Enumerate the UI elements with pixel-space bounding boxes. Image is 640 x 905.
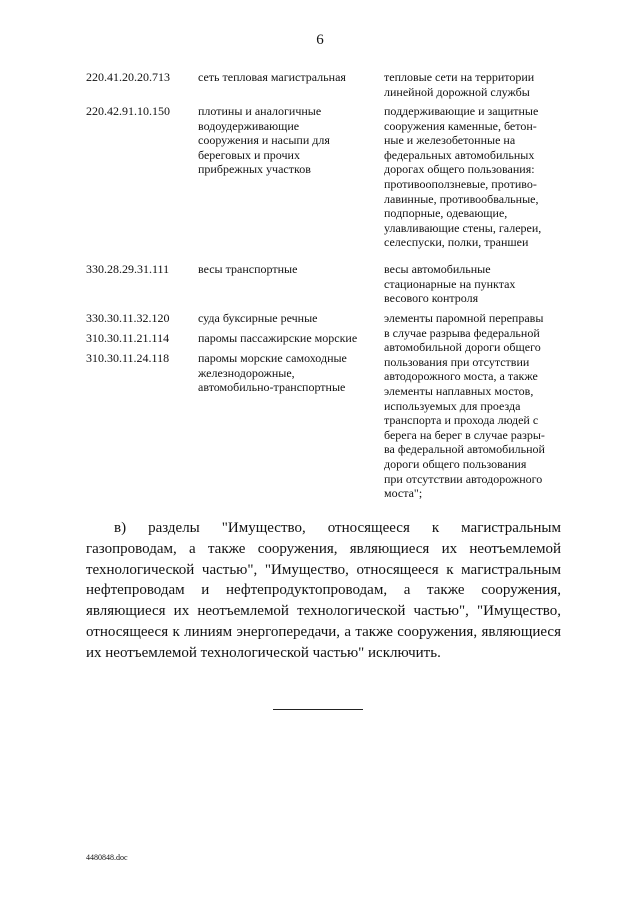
asset-description: поддерживающие и защитные сооружения каменные, бетон- ные и железобетонные на федеральных автомобильных дорогах общего пользования: противооползневые, противо- лавинные, противообвальные, подпорные, одевающие, улавливающие стены, галереи, селеспуски, полки, траншеи [384, 104, 542, 250]
page-number: 6 [316, 32, 324, 48]
okof-code: 330.28.29.31.111 [86, 262, 170, 276]
asset-description: весы автомобильные стационарные на пунктах весового контроля [384, 262, 516, 306]
amendment-text: в) разделы "Имущество, относящееся к магистральным газопроводам, а также сооружения, являющиеся их неотъемлемой технологической частью", "Имущество, относящееся к магистральным нефтепроводам и нефтепродуктопроводам, а также сооружения, являющиеся их неотъемлемой технологической частью", "Имущество, относящееся к линиям энергопередачи, а также сооружения, являющиеся их неотъемлемой технологической частью" исключить. [86, 520, 561, 661]
end-divider [273, 709, 363, 710]
okof-name: весы транспортные [198, 262, 298, 276]
okof-code: 220.42.91.10.150 [86, 104, 170, 118]
okof-name: паромы морские самоходные железнодорожные, автомобильно-транспортные [198, 351, 347, 395]
amendment-paragraph [86, 518, 561, 664]
okof-code: 310.30.11.24.118 [86, 351, 170, 365]
okof-name: суда буксирные речные [198, 311, 318, 325]
file-footer: 4480848.doc [86, 853, 128, 862]
okof-code: 330.30.11.32.120 [86, 311, 170, 325]
asset-description: тепловые сети на территории линейной дорожной службы [384, 70, 535, 99]
asset-description: элементы паромной переправы в случае разрыва федеральной автомобильной дороги общего пользования при отсутствии автодорожного моста, а также элементы наплавных мостов, используемых для проезда транспорта и прохода людей с берега на берег в случае разры- ва федеральной автомобильной дороги общего пользования при отсутствии автодорожного моста"; [384, 311, 545, 501]
okof-code: 310.30.11.21.114 [86, 331, 170, 345]
okof-name: сеть тепловая магистральная [198, 70, 346, 84]
okof-name: паромы пассажирские морские [198, 331, 358, 345]
okof-code: 220.41.20.20.713 [86, 70, 170, 84]
okof-name: плотины и аналогичные водоудерживающие сооружения и насыпи для береговых и прочих прибрежных участков [198, 104, 330, 177]
